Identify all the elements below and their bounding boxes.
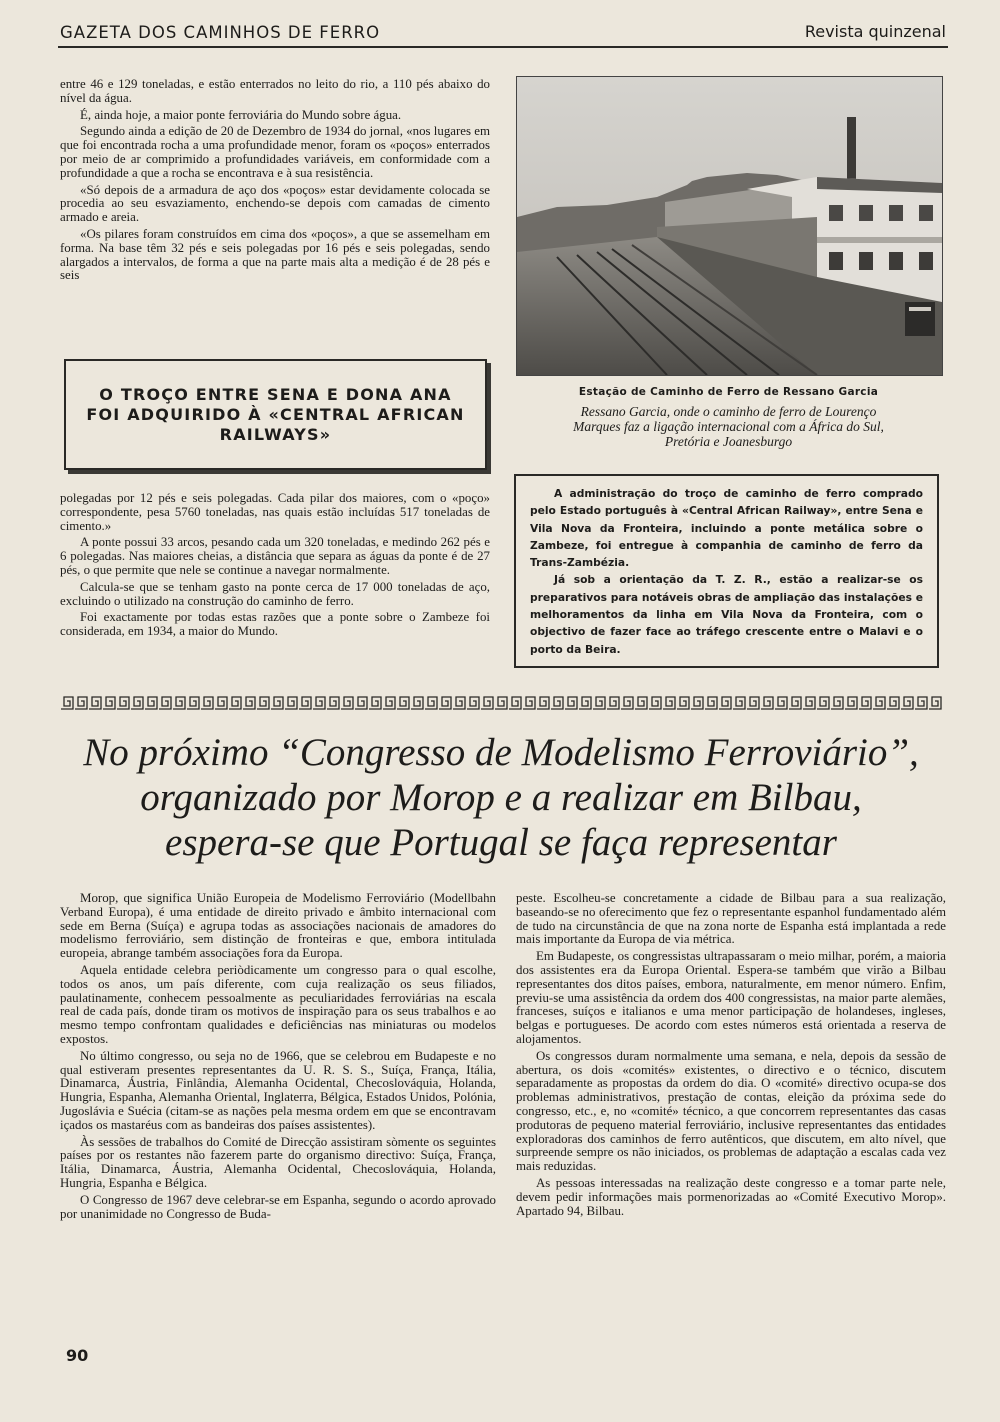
paragraph: Os congressos duram normalmente uma semana, e nela, depois da sessão de abertura, os dois «comités» existentes, o directivo e o técnico, discutem separadamente as propostas da ordem do dia. O «comité» directivo ocupa-se dos problemas administrativos, prestação de contas, eleição da próxima sede do congresso, etc., e, no «comité» técnico, a que concorrem representantes das casas produtoras de pequeno material ferroviário, inclusive representantes das entidades exploradoras dos caminhos de ferro autênticos, que discutem, em alto nível, que surpreende sempre os não iniciados, os problemas de adaptação a escalas cada vez mais reduzidas. [516,1048,946,1174]
notice-box [514,474,939,668]
paragraph: «Só depois de a armadura de aço dos «poços» estar devidamente colocada se procedia ao seu esvaziamento, enchendo-se depois com camadas de cimento armado e areia. [60,182,490,225]
paragraph: No último congresso, ou seja no de 1966, que se celebrou em Budapeste e no qual estiveram presentes representantes da U. R. S. S., Suíça, França, Itália, Dinamarca, Áustria, Finlândia, Alemanha Ocidental, Checoslováquia, Holanda, Hungria, Espanha, Alemanha Oriental, Inglaterra, Bélgica, Estados Unidos, Polónia, Jugoslávia e Suécia (citam-se as nações pela mesma ordem em que se encontravam içados os mastaréus com as bandeiras dos países assistentes). [60,1048,496,1132]
article-title-line: organizado por Morop e a realizar em Bilbau, [140,776,862,819]
paragraph: O Congresso de 1967 deve celebrar-se em Espanha, segundo o acordo aprovado por unanimidade no Congresso de Buda- [60,1192,496,1221]
station-photo [516,76,943,376]
photo-caption-line: Marques faz a ligação internacional com a África do Sul, [573,419,884,434]
paragraph: polegadas por 12 pés e seis polegadas. Cada pilar dos maiores, com o «poço» correspondente, pesa 5760 toneladas, nas quais estão incluídas 517 toneladas de cimento.» [60,491,490,533]
paragraph: «Os pilares foram construídos em cima dos «poços», a que se assemelham em forma. Na base têm 32 pés e seis polegadas por 16 pés e seis polegadas, sendo alargados a intervalos, de forma a que na parte mais alta a medição é de 28 pés e seis [60,226,490,283]
paragraph: peste. Escolheu-se concretamente a cidade de Bilbau para a sua realização, baseando-se no oferecimento que fez o representante espanhol fundamentado além de tudo na circunstância de que na zona norte de Espanha está implantada a rede mais importante da Europa de via métrica. [516,891,946,947]
paragraph: As pessoas interessadas na realização deste congresso e a tomar parte nele, devem pedir informações mais pormenorizadas ao «Comité Executivo Morop». Apartado 94, Bilbau. [516,1175,946,1218]
page-header [58,22,948,48]
page-number: 90 [66,1346,89,1365]
article-title-line: espera-se que Portugal se faça representar [165,821,837,864]
paragraph: Aquela entidade celebra periòdicamente um congresso para o qual escolhe, todos os anos, um país diferente, com cuja realização os seus filiados, paulatinamente, conhecem pessoalmente as peculiaridades ferroviárias na escala real de cada país, donde tiram os motivos de inspiração para os seus trabalhos e ao mesmo tempo confrontam qualidades e deficiências nas miniaturas ou modelos expostos. [60,962,496,1046]
paragraph: Em Budapeste, os congressistas ultrapassaram o meio milhar, porém, a maioria dos assistentes era da Europa Oriental. Espera-se também que virão a Bilbau representantes dos ditos países, embora, naturalmente, em menor número. Enfim, previu-se uma assistência da ordem dos 400 congressistas, na maior parte alemães, franceses, suíços e italianos e uma menor participação de holandeses, ingleses, belgas e portugueses. De acordo com estes números está orientada a reserva de alojamentos. [516,949,946,1046]
paragraph: É, ainda hoje, a maior ponte ferroviária do Mundo sobre água. [80,107,402,122]
headline-box-line: FOI ADQUIRIDO À «CENTRAL AFRICAN [86,404,465,424]
station-photo-drawing [517,77,942,375]
notice-paragraph: Já sob a orientação da T. Z. R., estão a realizar-se os preparativos para notáveis obras de ampliação das instalações e melhoramentos da linha em Vila Nova da Fronteira, com o objectivo de fazer face ao tráfego crescente entre o Malavi e o porto da Beira. [530,573,923,656]
article-column-bottom-left [60,892,496,1224]
paragraph: A ponte possui 33 arcos, pesando cada um 320 toneladas, e medindo 262 pés e 6 polegadas. Nas maiores cheias, a distância que separa as águas da ponte é de 27 pés, o que permite que nele se continue a navegar normalmente. [60,535,490,577]
photo-caption [516,386,941,449]
photo-caption-line: Ressano Garcia, onde o caminho de ferro de Lourenço [580,404,877,419]
headline-box-line: O TROÇO ENTRE SENA E DONA ANA [99,384,452,404]
paragraph: Às sessões de trabalhos do Comité de Direcção assistiram sòmente os seguintes países por os restantes não fazerem parte do organismo directivo: Suíça, França, Itália, Dinamarca, Áustria, Alemanha Ocidental, Checoslováquia, Holanda, Hungria, Espanha e Bélgica. [60,1134,496,1190]
photo-caption-line: Pretória e Joanesburgo [664,434,793,449]
paragraph: entre 46 e 129 toneladas, e estão enterrados no leito do rio, a 110 pés abaixo do nível da água. [60,77,490,105]
paragraph: Calcula-se que se tenham gasto na ponte cerca de 17 000 toneladas de aço, excluindo o utilizado na construção do caminho de ferro. [60,579,490,608]
paragraph: Morop, que significa União Europeia de Modelismo Ferroviário (Modellbahn Verband Europa), é uma entidade de direito privado e âmbito internacional com sede em Berna (Suíça) e agrupa todas as associações nacionais de amadores do modelismo ferroviário, sem distinção de fronteiras e que, embora intitulada europeia, abrange também associações fora da Europa. [60,891,496,961]
article-column-mid-left [60,492,490,642]
photo-caption-title: Estação de Caminho de Ferro de Ressano Garcia [578,386,879,398]
article-title [40,730,962,865]
paragraph: Foi exactamente por todas estas razões que a ponte sobre o Zambeze foi considerada, em 1934, a maior do Mundo. [60,610,490,639]
headline-box [64,359,487,470]
article-title-line: No próximo “Congresso de Modelismo Ferroviário”, [83,731,919,774]
article-column-bottom-right [516,892,946,1221]
greek-key-divider [60,696,942,710]
headline-box-line: RAILWAYS» [219,424,332,444]
publication-subtitle: Revista quinzenal [804,22,946,41]
notice-paragraph: A administração do troço de caminho de ferro comprado pelo Estado português à «Central African Railway», entre Sena e Vila Nova da Fronteira, incluindo a ponte metálica sobre o Zambeze, foi entregue à companhia de caminho de ferro da Trans-Zambézia. [530,487,923,570]
article-column-top-left [60,78,490,286]
paragraph: Segundo ainda a edição de 20 de Dezembro de 1934 do jornal, «nos lugares em que foi encontrada rocha a uma profundidade menor, foram os «poços» enterrados por meio de ar comprimido a profundidades variáveis, em conformidade com a profundidade a que a rocha se encontrava e à sua resistência. [60,124,490,180]
publication-title: GAZETA DOS CAMINHOS DE FERRO [60,23,381,42]
